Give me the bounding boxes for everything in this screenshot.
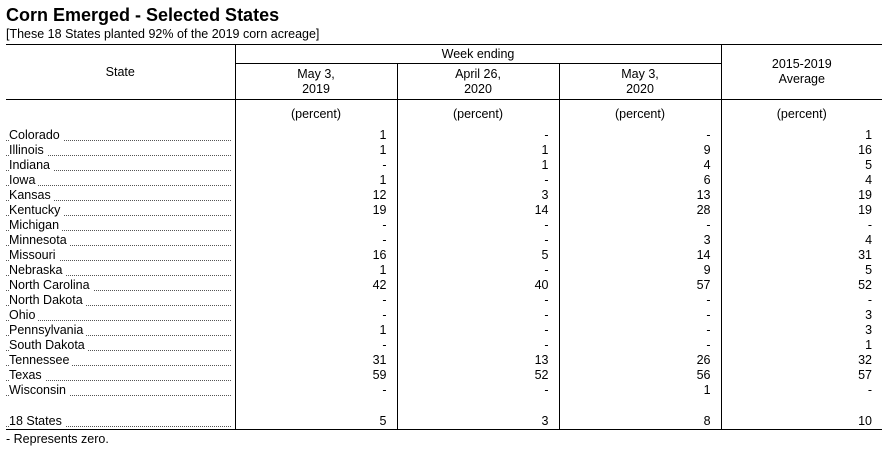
may-2020-column-header: May 3, 2020 <box>559 64 721 100</box>
state-name-cell <box>6 383 235 398</box>
value-cell: 14 <box>559 248 721 263</box>
table-row <box>6 128 882 143</box>
value-cell: 1 <box>721 338 882 353</box>
units-cell: (percent) <box>235 100 397 129</box>
value-cell: 1 <box>235 323 397 338</box>
value-cell: - <box>397 293 559 308</box>
value-cell: 32 <box>721 353 882 368</box>
table-row <box>6 188 882 203</box>
state-name-cell <box>6 308 235 323</box>
value-cell: - <box>397 233 559 248</box>
state-name: Colorado <box>9 128 63 142</box>
state-column-header: State <box>6 45 235 100</box>
state-name-cell <box>6 233 235 248</box>
value-cell: 19 <box>721 203 882 218</box>
table-row <box>6 308 882 323</box>
state-name-cell <box>6 323 235 338</box>
week-ending-header: Week ending <box>235 45 721 64</box>
value-cell: 1 <box>235 173 397 188</box>
value-cell: 16 <box>721 143 882 158</box>
value-cell: - <box>397 128 559 143</box>
table-row <box>6 293 882 308</box>
value-cell: 6 <box>559 173 721 188</box>
value-cell: 3 <box>721 308 882 323</box>
total-row <box>6 414 882 430</box>
table-row <box>6 248 882 263</box>
state-name-cell <box>6 338 235 353</box>
april-2020-column-header: April 26, 2020 <box>397 64 559 100</box>
page-subtitle: [These 18 States planted 92% of the 2019 corn acreage] <box>6 27 320 41</box>
value-cell: - <box>559 323 721 338</box>
value-cell: 3 <box>397 188 559 203</box>
value-cell: - <box>235 338 397 353</box>
value-cell: 19 <box>235 203 397 218</box>
state-name: Texas <box>9 368 45 382</box>
value-cell: - <box>235 218 397 233</box>
spacer-cell <box>559 398 721 414</box>
value-cell: 1 <box>397 143 559 158</box>
state-name: Illinois <box>9 143 47 157</box>
table-row <box>6 338 882 353</box>
table-row <box>6 353 882 368</box>
value-cell: 1 <box>559 383 721 398</box>
value-cell: - <box>559 293 721 308</box>
value-cell: 4 <box>721 173 882 188</box>
value-cell: - <box>397 323 559 338</box>
value-cell: 52 <box>397 368 559 383</box>
state-name: Ohio <box>9 308 38 322</box>
state-name: Michigan <box>9 218 62 232</box>
value-cell: - <box>397 338 559 353</box>
table-row <box>6 203 882 218</box>
footnote: - Represents zero. <box>6 432 109 446</box>
value-cell: 31 <box>721 248 882 263</box>
page-title: Corn Emerged - Selected States <box>6 5 280 25</box>
value-cell: 5 <box>721 263 882 278</box>
spacer-cell <box>235 398 397 414</box>
value-cell: - <box>235 383 397 398</box>
average-column-header: 2015-2019 Average <box>721 45 882 100</box>
value-cell: - <box>397 383 559 398</box>
state-name: Kentucky <box>9 203 63 217</box>
state-name-cell <box>6 218 235 233</box>
dot-leader <box>6 185 231 186</box>
units-state-cell <box>6 100 235 129</box>
value-cell: 31 <box>235 353 397 368</box>
value-cell: - <box>559 308 721 323</box>
state-name: North Carolina <box>9 278 93 292</box>
value-cell: 28 <box>559 203 721 218</box>
table-row <box>6 173 882 188</box>
units-cell: (percent) <box>397 100 559 129</box>
table-row <box>6 278 882 293</box>
value-cell: - <box>721 218 882 233</box>
state-name: Kansas <box>9 188 54 202</box>
value-cell: 16 <box>235 248 397 263</box>
value-cell: 8 <box>559 414 721 430</box>
value-cell: 1 <box>721 128 882 143</box>
value-cell: 13 <box>559 188 721 203</box>
state-name-cell <box>6 203 235 218</box>
value-cell: 40 <box>397 278 559 293</box>
value-cell: - <box>721 293 882 308</box>
state-name: South Dakota <box>9 338 88 352</box>
dot-leader <box>6 320 231 321</box>
spacer-row <box>6 398 882 414</box>
value-cell: - <box>559 218 721 233</box>
value-cell: 19 <box>721 188 882 203</box>
value-cell: - <box>235 158 397 173</box>
units-cell: (percent) <box>721 100 882 129</box>
table-row <box>6 233 882 248</box>
value-cell: 1 <box>235 263 397 278</box>
state-name: Pennsylvania <box>9 323 86 337</box>
value-cell: - <box>397 263 559 278</box>
value-cell: - <box>235 308 397 323</box>
value-cell: - <box>397 218 559 233</box>
units-cell: (percent) <box>559 100 721 129</box>
state-name-cell <box>6 143 235 158</box>
value-cell: 1 <box>235 128 397 143</box>
state-name: Nebraska <box>9 263 66 277</box>
value-cell: 5 <box>397 248 559 263</box>
state-name-cell <box>6 414 235 430</box>
state-name: Tennessee <box>9 353 72 367</box>
value-cell: - <box>397 173 559 188</box>
value-cell: - <box>721 383 882 398</box>
value-cell: 9 <box>559 263 721 278</box>
table-row <box>6 383 882 398</box>
units-row <box>6 100 882 129</box>
state-name: Missouri <box>9 248 59 262</box>
value-cell: 5 <box>721 158 882 173</box>
state-name-cell <box>6 248 235 263</box>
state-name-cell <box>6 173 235 188</box>
state-name-cell <box>6 293 235 308</box>
table-row <box>6 218 882 233</box>
state-name: Minnesota <box>9 233 70 247</box>
state-name: Iowa <box>9 173 38 187</box>
value-cell: 10 <box>721 414 882 430</box>
state-name-cell <box>6 353 235 368</box>
value-cell: 57 <box>559 278 721 293</box>
value-cell: 4 <box>721 233 882 248</box>
value-cell: 1 <box>235 143 397 158</box>
state-name: 18 States <box>9 414 65 428</box>
value-cell: 3 <box>721 323 882 338</box>
value-cell: - <box>235 233 397 248</box>
value-cell: 4 <box>559 158 721 173</box>
value-cell: 57 <box>721 368 882 383</box>
value-cell: 9 <box>559 143 721 158</box>
state-name-cell <box>6 278 235 293</box>
value-cell: 56 <box>559 368 721 383</box>
state-name-cell <box>6 128 235 143</box>
spacer-cell <box>397 398 559 414</box>
value-cell: 59 <box>235 368 397 383</box>
value-cell: - <box>397 308 559 323</box>
table-row <box>6 143 882 158</box>
value-cell: 1 <box>397 158 559 173</box>
spacer-cell <box>6 398 235 414</box>
state-name: North Dakota <box>9 293 86 307</box>
value-cell: 12 <box>235 188 397 203</box>
value-cell: 14 <box>397 203 559 218</box>
state-name-cell <box>6 158 235 173</box>
may-2019-column-header: May 3, 2019 <box>235 64 397 100</box>
value-cell: - <box>235 293 397 308</box>
state-name-cell <box>6 263 235 278</box>
state-name: Wisconsin <box>9 383 69 397</box>
value-cell: 3 <box>559 233 721 248</box>
value-cell: - <box>559 338 721 353</box>
value-cell: 5 <box>235 414 397 430</box>
table-row <box>6 263 882 278</box>
spacer-cell <box>721 398 882 414</box>
value-cell: 13 <box>397 353 559 368</box>
state-name-cell <box>6 368 235 383</box>
value-cell: - <box>559 128 721 143</box>
value-cell: 3 <box>397 414 559 430</box>
table-row <box>6 368 882 383</box>
value-cell: 52 <box>721 278 882 293</box>
value-cell: 42 <box>235 278 397 293</box>
corn-emerged-table <box>6 44 882 430</box>
table-row <box>6 323 882 338</box>
table-row <box>6 158 882 173</box>
state-name: Indiana <box>9 158 53 172</box>
state-name-cell <box>6 188 235 203</box>
value-cell: 26 <box>559 353 721 368</box>
